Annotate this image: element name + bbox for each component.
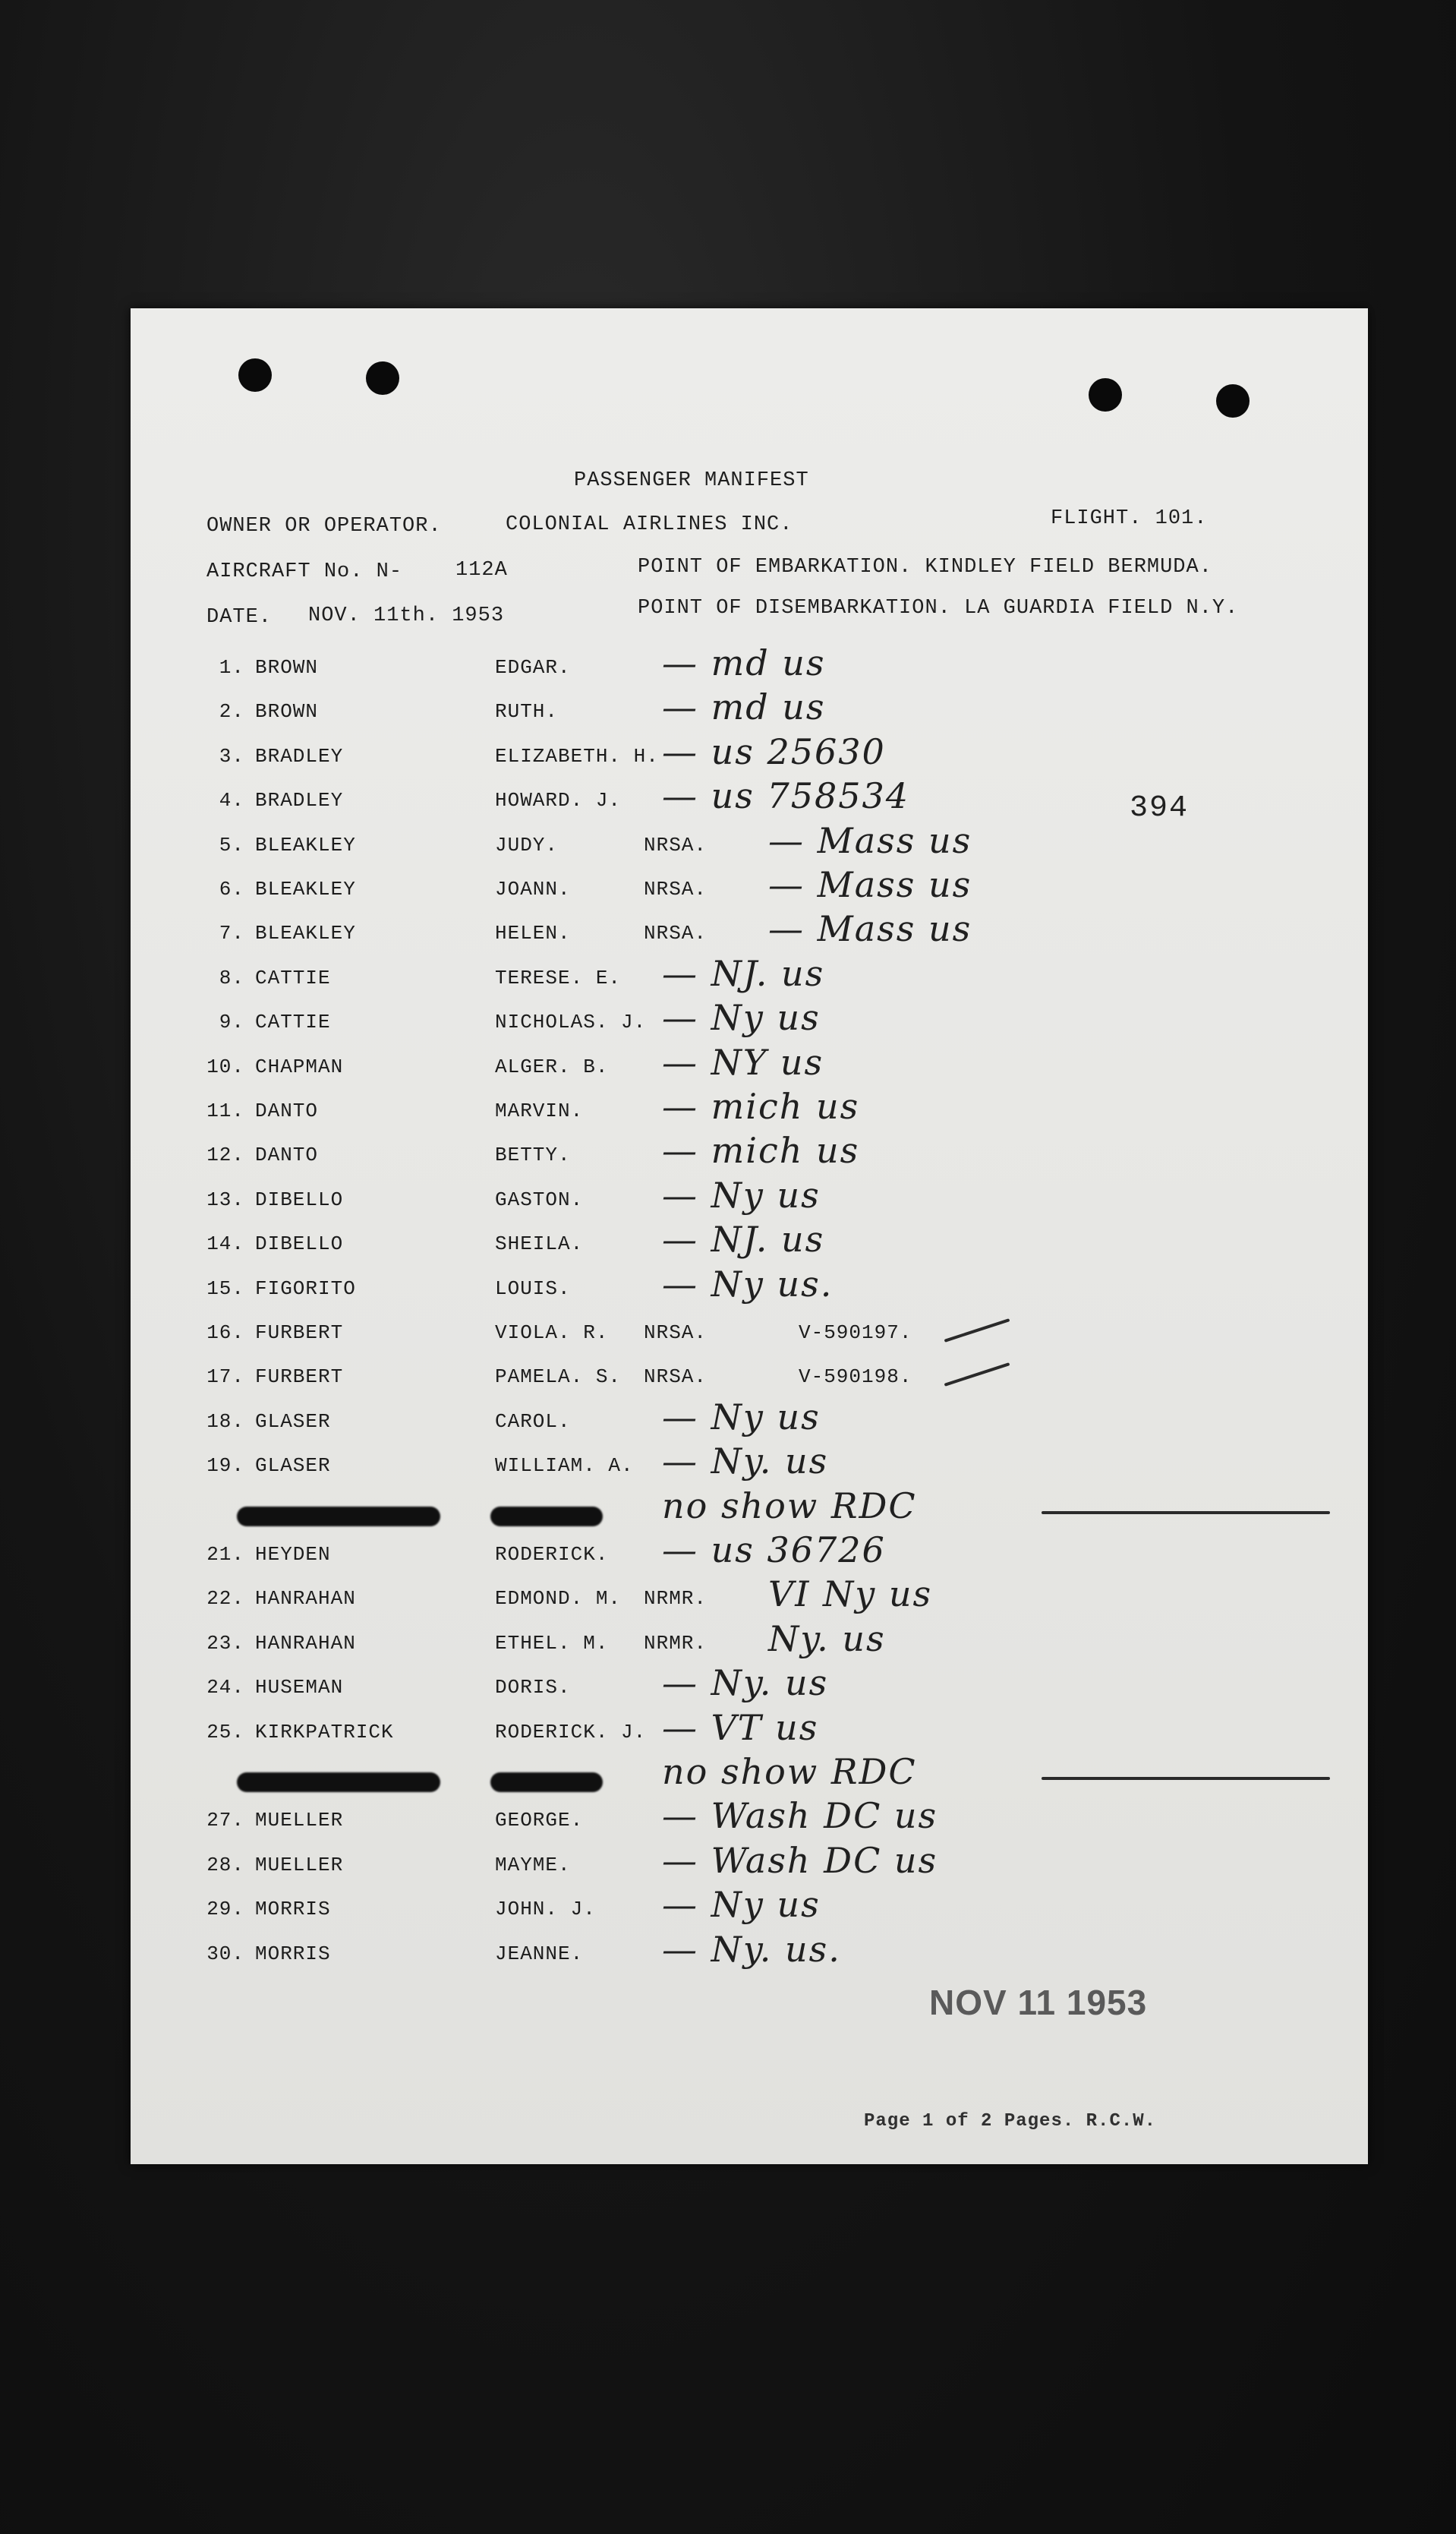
handwritten-note: — mich us	[662, 1086, 860, 1127]
passenger-status: NRMR.	[644, 1632, 708, 1655]
passenger-row	[131, 1662, 1368, 1706]
passenger-number: 28.	[206, 1854, 244, 1876]
passenger-surname: FURBERT	[255, 1321, 344, 1344]
handwritten-note: — Ny us	[662, 997, 821, 1038]
aircraft-value: 112A	[455, 559, 508, 582]
passenger-given-name: RUTH.	[495, 700, 559, 723]
redaction-mark	[490, 1772, 603, 1792]
passenger-given-name: VIOLA. R.	[495, 1321, 609, 1344]
passenger-row	[131, 1130, 1368, 1174]
passenger-given-name: DORIS.	[495, 1676, 571, 1699]
passenger-row	[131, 1396, 1368, 1441]
passenger-surname: GLASER	[255, 1410, 331, 1433]
passenger-number: 15.	[206, 1277, 244, 1300]
passenger-given-name: ETHEL. M.	[495, 1632, 609, 1655]
passenger-number: 21.	[206, 1543, 244, 1566]
passenger-row	[131, 1321, 1368, 1352]
passenger-given-name: PAMELA. S.	[495, 1365, 622, 1388]
handwritten-note: — NY us	[662, 1042, 824, 1083]
embarkation-point: POINT OF EMBARKATION. KINDLEY FIELD BERMUDA.	[638, 556, 1212, 579]
passenger-row	[131, 1264, 1368, 1308]
passenger-row	[131, 908, 1368, 952]
passenger-surname: FURBERT	[255, 1365, 344, 1388]
passenger-surname: BRADLEY	[255, 745, 344, 768]
passenger-number: 12.	[206, 1144, 244, 1166]
passenger-surname: CHAPMAN	[255, 1056, 344, 1078]
passenger-number: 24.	[206, 1676, 244, 1699]
handwritten-note: — us 25630	[662, 731, 886, 772]
passenger-number: 3.	[219, 745, 244, 768]
passenger-row	[131, 1840, 1368, 1884]
punch-hole	[1216, 384, 1250, 418]
handwritten-note: — Ny. us.	[662, 1929, 841, 1970]
passenger-surname: DANTO	[255, 1100, 319, 1122]
handwritten-note: — NJ. us	[662, 1219, 825, 1260]
handwritten-note: no show RDC	[662, 1485, 917, 1526]
passenger-number: 11.	[206, 1100, 244, 1122]
passenger-row	[131, 1042, 1368, 1086]
passenger-number: 1.	[219, 656, 244, 679]
passenger-number: 29.	[206, 1898, 244, 1920]
passenger-given-name: ALGER. B.	[495, 1056, 609, 1078]
passenger-given-name: JUDY.	[495, 834, 559, 857]
passenger-row	[131, 1751, 1368, 1795]
passenger-status: NRSA.	[644, 878, 708, 901]
passenger-number: 27.	[206, 1809, 244, 1832]
handwritten-note: — mich us	[662, 1130, 860, 1171]
passenger-given-name: GASTON.	[495, 1188, 584, 1211]
passenger-surname: BLEAKLEY	[255, 922, 356, 945]
passenger-surname: BLEAKLEY	[255, 834, 356, 857]
punch-hole	[366, 361, 399, 395]
flight-number: FLIGHT. 101.	[1051, 507, 1208, 530]
passenger-given-name: EDGAR.	[495, 656, 571, 679]
handwritten-note: — Ny us	[662, 1396, 821, 1437]
passenger-given-name: HELEN.	[495, 922, 571, 945]
handwritten-note: — Mass us	[768, 820, 972, 861]
passenger-row	[131, 1573, 1368, 1617]
handwritten-note: no show RDC	[662, 1751, 917, 1792]
owner-label: OWNER OR OPERATOR.	[206, 515, 442, 538]
disembarkation-point: POINT OF DISEMBARKATION. LA GUARDIA FIELD N.Y.	[638, 597, 1239, 620]
passenger-row	[131, 686, 1368, 731]
passenger-given-name: RODERICK.	[495, 1543, 609, 1566]
passenger-number: 30.	[206, 1942, 244, 1965]
owner-value: COLONIAL AIRLINES INC.	[506, 513, 793, 536]
punch-hole	[1089, 378, 1122, 412]
passenger-given-name: BETTY.	[495, 1144, 571, 1166]
passenger-number: 2.	[219, 700, 244, 723]
passenger-row	[131, 1441, 1368, 1485]
passenger-number: 18.	[206, 1410, 244, 1433]
redaction-mark	[237, 1507, 440, 1526]
passenger-given-name: CAROL.	[495, 1410, 571, 1433]
handwritten-note: VI Ny us	[768, 1573, 933, 1614]
passenger-number: 23.	[206, 1632, 244, 1655]
passenger-given-name: NICHOLAS. J.	[495, 1011, 647, 1033]
date-value: NOV. 11th. 1953	[308, 604, 505, 627]
passenger-number: 5.	[219, 834, 244, 857]
strike-line	[1042, 1777, 1330, 1780]
passenger-number: 6.	[219, 878, 244, 901]
check-mark-stroke	[944, 1362, 1010, 1387]
passenger-surname: BROWN	[255, 656, 319, 679]
passenger-row	[131, 1618, 1368, 1662]
passenger-number: 16.	[206, 1321, 244, 1344]
passenger-row	[131, 1707, 1368, 1751]
passenger-status: NRSA.	[644, 834, 708, 857]
aircraft-label: AIRCRAFT No. N-	[206, 560, 403, 583]
handwritten-note: — us 36726	[662, 1529, 886, 1570]
passenger-given-name: EDMOND. M.	[495, 1587, 622, 1610]
handwritten-note: — Wash DC us	[662, 1840, 938, 1881]
passenger-status: NRSA.	[644, 922, 708, 945]
passenger-given-name: MAYME.	[495, 1854, 571, 1876]
passenger-surname: FIGORITO	[255, 1277, 356, 1300]
handwritten-note: — Wash DC us	[662, 1795, 938, 1836]
handwritten-page-number: 394	[1130, 791, 1190, 825]
handwritten-note: — md us	[662, 686, 826, 727]
passenger-given-name: HOWARD. J.	[495, 789, 622, 812]
passenger-surname: KIRKPATRICK	[255, 1721, 394, 1744]
passenger-row	[131, 1219, 1368, 1263]
passenger-row	[131, 997, 1368, 1041]
handwritten-note: — Mass us	[768, 908, 972, 949]
handwritten-note: — Mass us	[768, 864, 972, 905]
passenger-surname: BRADLEY	[255, 789, 344, 812]
handwritten-note: Ny. us	[768, 1618, 886, 1659]
passenger-number: 17.	[206, 1365, 244, 1388]
passenger-given-name: SHEILA.	[495, 1232, 584, 1255]
passenger-number: 22.	[206, 1587, 244, 1610]
passenger-row	[131, 775, 1368, 819]
passenger-number: 4.	[219, 789, 244, 812]
passenger-surname: DANTO	[255, 1144, 319, 1166]
passenger-status: NRSA.	[644, 1321, 708, 1344]
passenger-surname: MORRIS	[255, 1942, 331, 1965]
passenger-number: 9.	[219, 1011, 244, 1033]
passenger-given-name: JOHN. J.	[495, 1898, 596, 1920]
handwritten-note: — us 758534	[662, 775, 910, 816]
passenger-number: 14.	[206, 1232, 244, 1255]
passenger-number: 7.	[219, 922, 244, 945]
passenger-given-name: TERESE. E.	[495, 967, 622, 989]
handwritten-note: — Ny us	[662, 1884, 821, 1925]
passenger-surname: MUELLER	[255, 1809, 344, 1832]
handwritten-note: — Ny. us	[662, 1441, 829, 1482]
date-label: DATE.	[206, 606, 273, 629]
passenger-row	[131, 1365, 1368, 1396]
passenger-surname: HANRAHAN	[255, 1632, 356, 1655]
passenger-surname: CATTIE	[255, 1011, 331, 1033]
passenger-surname: MORRIS	[255, 1898, 331, 1920]
passenger-row	[131, 1795, 1368, 1839]
page-footer: Page 1 of 2 Pages. R.C.W.	[864, 2111, 1157, 2132]
handwritten-note: — Ny us	[662, 1175, 821, 1216]
date-stamp: NOV 11 1953	[929, 1983, 1148, 2022]
punch-hole	[238, 358, 272, 392]
passenger-status: NRMR.	[644, 1587, 708, 1610]
passenger-row	[131, 1086, 1368, 1130]
passenger-given-name: JEANNE.	[495, 1942, 584, 1965]
passenger-given-name: WILLIAM. A.	[495, 1454, 634, 1477]
check-mark-stroke	[944, 1318, 1010, 1343]
passenger-row	[131, 1175, 1368, 1219]
passenger-row	[131, 953, 1368, 997]
passenger-surname: DIBELLO	[255, 1232, 344, 1255]
passenger-row	[131, 820, 1368, 864]
passenger-number: 13.	[206, 1188, 244, 1211]
passenger-visa: V-590198.	[799, 1365, 912, 1388]
passenger-surname: MUELLER	[255, 1854, 344, 1876]
redaction-mark	[490, 1507, 603, 1526]
passenger-number: 8.	[219, 967, 244, 989]
passenger-given-name: LOUIS.	[495, 1277, 571, 1300]
passenger-row	[131, 1529, 1368, 1573]
passenger-given-name: GEORGE.	[495, 1809, 584, 1832]
passenger-row	[131, 1485, 1368, 1529]
passenger-surname: BLEAKLEY	[255, 878, 356, 901]
passenger-visa: V-590197.	[799, 1321, 912, 1344]
handwritten-note: — Ny. us	[662, 1662, 829, 1703]
passenger-given-name: RODERICK. J.	[495, 1721, 647, 1744]
handwritten-note: — NJ. us	[662, 953, 825, 994]
handwritten-note: — Ny us.	[662, 1264, 834, 1305]
passenger-status: NRSA.	[644, 1365, 708, 1388]
passenger-row	[131, 642, 1368, 686]
passenger-row	[131, 1929, 1368, 1973]
handwritten-note: — md us	[662, 642, 826, 683]
passenger-surname: GLASER	[255, 1454, 331, 1477]
passenger-row	[131, 1884, 1368, 1928]
passenger-given-name: ELIZABETH. H.	[495, 745, 659, 768]
passenger-surname: BROWN	[255, 700, 319, 723]
passenger-number: 25.	[206, 1721, 244, 1744]
passenger-given-name: JOANN.	[495, 878, 571, 901]
redaction-mark	[237, 1772, 440, 1792]
passenger-surname: DIBELLO	[255, 1188, 344, 1211]
passenger-row	[131, 864, 1368, 908]
passenger-given-name: MARVIN.	[495, 1100, 584, 1122]
passenger-number: 10.	[206, 1056, 244, 1078]
passenger-surname: CATTIE	[255, 967, 331, 989]
page-title: PASSENGER MANIFEST	[574, 469, 809, 492]
passenger-surname: HEYDEN	[255, 1543, 331, 1566]
passenger-surname: HUSEMAN	[255, 1676, 344, 1699]
strike-line	[1042, 1511, 1330, 1514]
passenger-row	[131, 731, 1368, 775]
passenger-number: 19.	[206, 1454, 244, 1477]
passenger-surname: HANRAHAN	[255, 1587, 356, 1610]
manifest-page	[131, 308, 1368, 2164]
handwritten-note: — VT us	[662, 1707, 819, 1748]
